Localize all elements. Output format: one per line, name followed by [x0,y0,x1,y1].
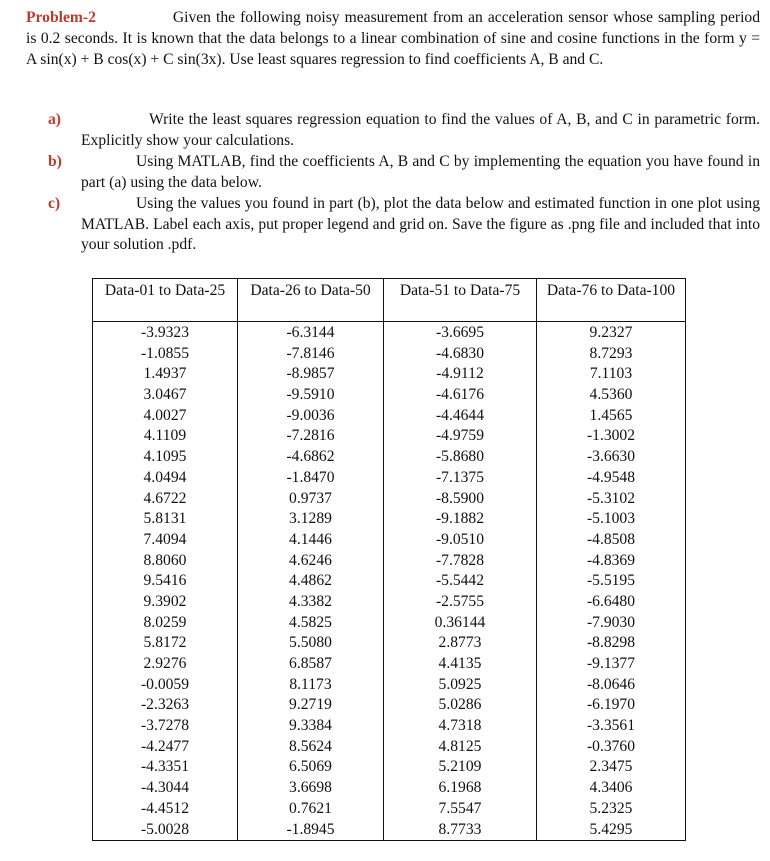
data-value: 2.8773 [438,634,482,652]
data-value: 9.2719 [289,696,332,714]
data-value: -3.6695 [435,324,485,341]
data-value: -5.5195 [586,572,636,590]
data-value: -5.8680 [435,448,485,466]
problem-text: Given the following noisy measurement from an acceleration sensor whose sampling period is 0.2 seconds. It is known that the data belongs to a linear combination of sine and cosine functions in the form y = A sin(x) + B cos(x) + C sin(3x). Use least squares regression to find coefficients A, B and C. [26,9,760,68]
data-value: -8.8298 [586,634,636,652]
data-value: -2.3263 [140,696,190,714]
data-column-1 [93,322,238,841]
data-table [92,278,686,841]
data-value: -1.8945 [286,820,335,838]
column-header: Data-26 to Data-50 [238,279,384,322]
part-b-label: b) [48,153,62,170]
data-value: 4.4135 [438,655,482,672]
data-value: -8.9857 [286,365,335,383]
data-value: 0.36144 [434,613,486,631]
data-value: 4.3382 [289,592,332,610]
data-value: -4.6862 [286,448,335,466]
data-value: 4.5360 [589,386,633,404]
column-header: Data-76 to Data-100 [537,279,686,322]
data-value: 5.0925 [438,675,482,693]
part-a-label: a) [48,111,61,128]
data-value: -9.1882 [435,510,485,528]
data-value: 5.5080 [289,634,332,652]
data-value: 7.5547 [438,799,482,817]
data-value: 4.1109 [143,427,187,445]
data-value: 5.8172 [143,634,187,652]
data-value: 8.7733 [438,820,482,838]
data-value: 8.1173 [289,675,332,693]
part-a [26,110,760,151]
data-value: -4.4644 [435,406,485,424]
data-value: -4.6830 [435,344,485,362]
part-b [26,152,760,193]
data-value: -2.5755 [435,592,485,610]
data-value: 4.1446 [289,530,332,548]
data-column-2 [238,322,384,841]
data-value: -0.0059 [140,675,190,693]
data-value: 3.0467 [143,386,187,404]
data-value: 4.0494 [143,468,187,486]
data-value: -7.2816 [286,427,335,445]
data-value: -3.9323 [140,324,190,341]
data-value: -0.3760 [586,737,636,755]
data-value: 5.4295 [589,820,633,838]
data-value: -8.0646 [586,675,636,693]
problem-statement [26,7,760,70]
data-value: -5.1003 [586,510,636,528]
part-a-text: Write the least squares regression equation to find the values of A, B, and C in parametric form. Explicitly show your calculations. [81,111,760,149]
data-value: -6.1970 [586,696,636,714]
data-value: -7.8146 [286,344,335,362]
data-value: 4.3406 [589,779,633,797]
data-value: 4.4862 [289,572,332,590]
data-column-4 [537,322,686,841]
data-value: -4.9112 [436,365,484,383]
data-value: -5.3102 [586,489,636,507]
data-value: -4.8369 [586,551,636,569]
column-header: Data-01 to Data-25 [93,279,238,322]
data-value: 1.4565 [589,406,633,424]
data-value: 4.1095 [143,448,187,466]
data-value: 7.1103 [589,365,633,383]
data-value: 6.8587 [289,655,332,672]
data-value: -5.5442 [435,572,485,590]
data-value: 5.2109 [438,758,482,776]
data-value: -7.9030 [586,613,636,631]
data-value: 0.7621 [289,799,332,817]
data-value: -4.9759 [435,427,485,445]
data-value: 6.5069 [289,758,332,776]
data-value: 6.1968 [438,779,482,797]
data-value: -7.1375 [435,468,485,486]
data-value: -4.3044 [140,779,190,797]
data-value: 3.1289 [289,510,332,528]
data-value: 4.6722 [143,489,187,507]
data-value: 1.4937 [143,365,187,383]
problem-parts [26,110,760,257]
data-value: -4.3351 [140,758,190,776]
data-value: -9.0510 [435,530,485,548]
part-c-label: c) [48,195,61,212]
data-value: -4.4512 [140,799,190,817]
data-value: -4.9548 [586,468,636,486]
data-value: -8.5900 [435,489,485,507]
data-value: 8.5624 [289,737,332,755]
data-value: -3.6630 [586,448,636,466]
data-value: 2.9276 [143,655,187,672]
data-value: 9.3384 [289,717,332,735]
part-c-text: Using the values you found in part (b), plot the data below and estimated function in one plot using MATLAB. Label each axis, put proper legend and grid on. Save the figure as .png file and included that into your solution .pdf. [81,195,760,253]
data-value: 5.2325 [589,799,633,817]
data-value: -4.6176 [435,386,485,404]
data-value: 4.7318 [438,717,482,735]
data-value: 8.0259 [143,613,187,631]
data-value: -7.7828 [435,551,485,569]
data-value: 4.5825 [289,613,332,631]
data-value: 0.9737 [289,489,332,507]
data-value: -1.0855 [140,344,190,362]
data-value: -6.6480 [586,592,636,610]
data-value: 4.0027 [143,406,187,424]
data-value: -5.0028 [140,820,190,838]
data-value: -9.5910 [286,386,335,404]
data-value: 8.7293 [589,344,633,362]
data-value: 9.5416 [143,572,187,590]
data-value: -3.3561 [586,717,636,735]
column-header: Data-51 to Data-75 [384,279,537,322]
data-value: -9.0036 [286,406,335,424]
part-b-text: Using MATLAB, find the coefficients A, B and C by implementing the equation you have found in part (a) using the data below. [81,153,760,191]
data-column-3 [384,322,537,841]
data-value: 5.8131 [143,510,187,528]
data-value: 7.4094 [143,530,187,548]
data-value: 9.2327 [589,324,633,341]
data-value: 5.0286 [438,696,482,714]
data-value: 2.3475 [589,758,633,776]
data-value: 8.8060 [143,551,187,569]
data-value: -1.8470 [286,468,335,486]
data-value: 4.8125 [438,737,482,755]
problem-label: Problem-2 [26,9,96,26]
data-value: -1.3002 [586,427,636,445]
data-value: -3.7278 [140,717,190,735]
data-value: -9.1377 [586,655,636,672]
data-value: -6.3144 [286,324,335,341]
data-value: -4.8508 [586,530,636,548]
data-value: -4.2477 [140,737,190,755]
data-value: 4.6246 [289,551,332,569]
data-value: 3.6698 [289,779,332,797]
part-c [26,194,760,256]
data-value: 9.3902 [143,592,187,610]
